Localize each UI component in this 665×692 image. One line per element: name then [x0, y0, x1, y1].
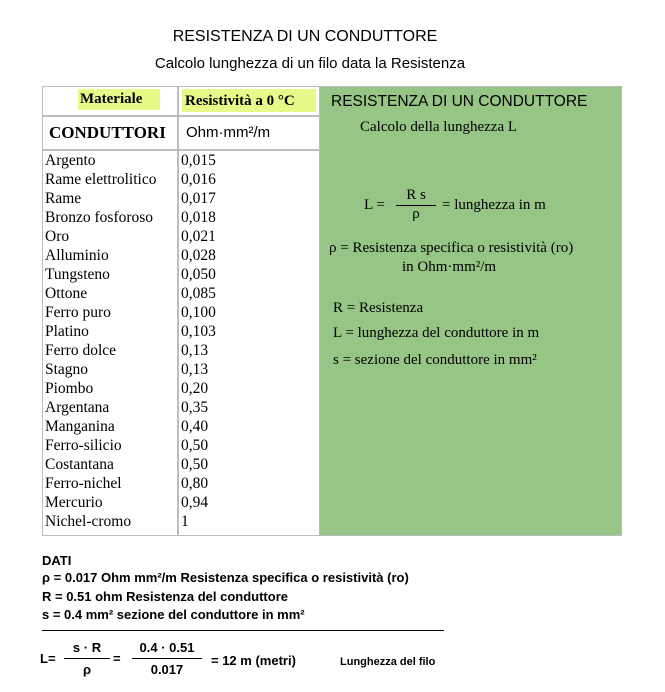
calc-denominator-symbolic: ρ — [82, 662, 92, 677]
page-title: RESISTENZA DI UN CONDUTTORE — [172, 28, 438, 45]
resistivity-value: 0,40 — [181, 418, 209, 435]
resistivity-value: 0,13 — [181, 361, 209, 378]
material-name: Ottone — [45, 285, 88, 302]
data-rho-line: ρ = 0.017 Ohm mm²/m Resistenza specifica o resistività (ro) — [42, 570, 409, 585]
data-s-line: s = 0.4 mm² sezione del conduttore in mm² — [42, 607, 305, 622]
calc-equals: = — [113, 651, 121, 666]
panel-subtitle: Calcolo della lunghezza L — [360, 119, 518, 135]
resistivity-value: 1 — [181, 513, 189, 530]
formula-denominator: ρ — [412, 206, 420, 222]
material-name: Argentana — [45, 399, 110, 416]
data-section-title: DATI — [42, 553, 72, 568]
material-name: Ferro-nichel — [45, 475, 122, 492]
calc-result: = 12 m (metri) — [211, 653, 296, 668]
formula-result: = lunghezza in m — [442, 197, 546, 213]
resistivity-value: 0,80 — [181, 475, 209, 492]
calc-lhs: L= — [40, 651, 56, 666]
resistivity-value: 0,017 — [181, 190, 216, 207]
resistivity-value: 0,35 — [181, 399, 209, 416]
material-name: Costantana — [45, 456, 114, 473]
material-name: Alluminio — [45, 247, 109, 264]
panel-title: RESISTENZA DI UN CONDUTTORE — [331, 93, 588, 110]
material-name: Tungsteno — [45, 266, 110, 283]
material-name: Oro — [45, 228, 70, 245]
resistivity-value: 0,103 — [181, 323, 216, 340]
divider — [42, 630, 444, 631]
resistivity-value: 0,20 — [181, 380, 209, 397]
material-name: Rame elettrolitico — [45, 171, 157, 188]
column-header-resistivity: Resistività a 0 °C — [185, 93, 295, 109]
calc-fraction-symbolic — [64, 640, 110, 677]
material-name: Piombo — [45, 380, 94, 397]
rho-unit: in Ohm·mm²/m — [402, 259, 497, 275]
material-name: Ferro-silicio — [45, 437, 122, 454]
resistivity-value: 0,085 — [181, 285, 216, 302]
calc-fraction-numeric — [132, 640, 202, 677]
resistivity-value: 0,018 — [181, 209, 216, 226]
resistivity-value: 0,100 — [181, 304, 216, 321]
resistivity-value: 0,13 — [181, 342, 209, 359]
rho-definition: ρ = Resistenza specifica o resistività (ro) — [329, 240, 574, 256]
resistivity-value: 0,50 — [181, 437, 209, 454]
unit-label: Ohm·mm²/m — [186, 124, 271, 141]
calc-numerator-symbolic: s · R — [64, 640, 110, 659]
material-name: Bronzo fosforoso — [45, 209, 154, 226]
formula-fraction — [396, 187, 436, 223]
formula-numerator: R s — [396, 187, 436, 206]
resistivity-value: 0,016 — [181, 171, 216, 188]
page-subtitle: Calcolo lunghezza di un filo data la Resistenza — [154, 55, 466, 72]
data-R-line: R = 0.51 ohm Resistenza del conduttore — [42, 589, 288, 604]
formula-lhs: L = — [364, 197, 385, 213]
material-name: Platino — [45, 323, 89, 340]
resistivity-value: 0,015 — [181, 152, 216, 169]
material-name: Ferro dolce — [45, 342, 117, 359]
s-definition: s = sezione del conduttore in mm² — [333, 352, 537, 368]
material-name: Mercurio — [45, 494, 103, 511]
L-definition: L = lunghezza del conduttore in m — [333, 325, 540, 341]
R-definition: R = Resistenza — [333, 300, 424, 316]
resistivity-value: 0,021 — [181, 228, 216, 245]
material-name: Stagno — [45, 361, 89, 378]
resistivity-value: 0,050 — [181, 266, 216, 283]
resistivity-table — [42, 86, 622, 536]
column-header-material: Materiale — [80, 91, 143, 107]
calc-numerator-numeric: 0.4 · 0.51 — [132, 640, 202, 659]
resistivity-value: 0,94 — [181, 494, 209, 511]
material-name: Rame — [45, 190, 82, 207]
group-label-conductors: CONDUTTORI — [49, 123, 166, 142]
material-name: Nichel-cromo — [45, 513, 132, 530]
resistivity-value: 0,028 — [181, 247, 216, 264]
calc-denominator-numeric: 0.017 — [150, 662, 184, 677]
resistivity-value: 0,50 — [181, 456, 209, 473]
material-name: Manganina — [45, 418, 115, 435]
material-name: Argento — [45, 152, 96, 169]
calc-note: Lunghezza del filo — [340, 656, 436, 668]
material-name: Ferro puro — [45, 304, 111, 321]
